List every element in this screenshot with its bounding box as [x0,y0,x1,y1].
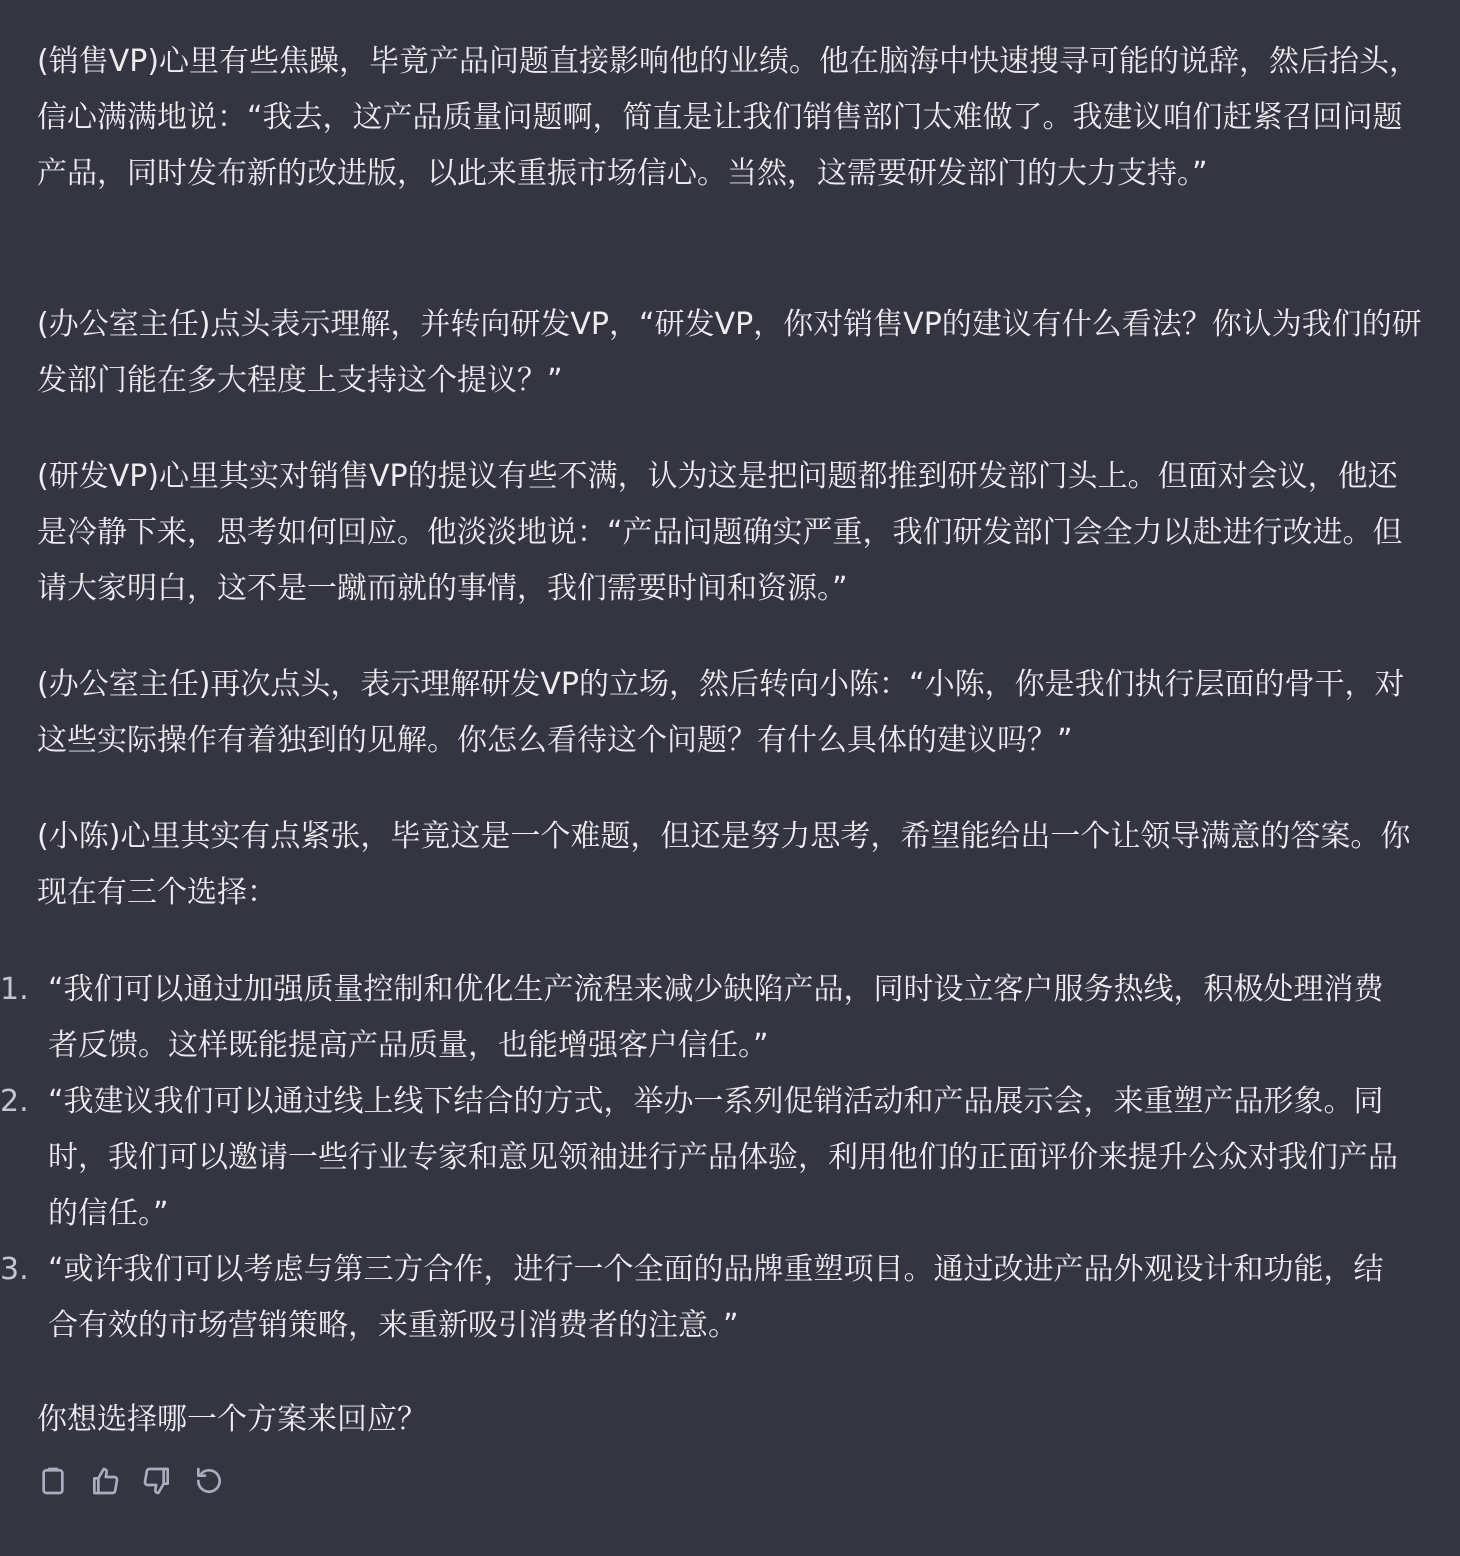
copy-button[interactable] [36,1462,70,1500]
thumbs-up-button[interactable] [88,1462,122,1500]
choice-number: 1. [0,972,29,1007]
thumbs-down-icon [141,1465,173,1497]
regenerate-button[interactable] [192,1462,226,1500]
closing-question: 你想选择哪一个方案来回应？ [37,1402,427,1437]
choice-text: “或许我们可以考虑与第三方合作，进行一个全面的品牌重塑项目。通过改进产品外观设计和功能，结合有效的市场营销策略，来重新吸引消费者的注意。” [48,1252,1384,1343]
choice-text: “我们可以通过加强质量控制和优化生产流程来减少缺陷产品，同时设立客户服务热线，积极处理消费者反馈。这样既能提高产品质量，也能增强客户信任。” [48,972,1384,1063]
choice-item [0,962,1406,1074]
message-paragraph: (研发VP)心里其实对销售VP的提议有些不满，认为这是把问题都推到研发部门头上。但面对会议，他还是冷静下来，思考如何回应。他淡淡地说：“产品问题确实严重，我们研发部门会全力以赴进行改进。但请大家明白，这不是一蹴而就的事情，我们需要时间和资源。” [37,459,1403,606]
clipboard-icon [37,1465,69,1497]
message-paragraph: (销售VP)心里有些焦躁，毕竟产品问题直接影响他的业绩。他在脑海中快速搜寻可能的说辞，然后抬头，信心满满地说：“我去，这产品质量问题啊，简直是让我们销售部门太难做了。我建议咱们赶紧召回问题产品，同时发布新的改进版，以此来重振市场信心。当然，这需要研发部门的大力支持。” [37,44,1420,191]
choice-list [0,962,1460,1354]
message-actions [36,1462,226,1500]
choice-number: 3. [0,1252,29,1287]
thumbs-up-icon [89,1465,121,1497]
choice-number: 2. [0,1084,29,1119]
choice-text: “我建议我们可以通过线上线下结合的方式，举办一系列促销活动和产品展示会，来重塑产品形象。同时，我们可以邀请一些行业专家和意见领袖进行产品体验，利用他们的正面评价来提升公众对我们产品的信任。” [48,1084,1398,1231]
choice-item [0,1074,1406,1242]
choice-item [0,1242,1406,1354]
refresh-icon [193,1465,225,1497]
message-paragraph: (小陈)心里其实有点紧张，毕竟这是一个难题，但还是努力思考，希望能给出一个让领导满意的答案。你现在有三个选择： [37,819,1411,910]
thumbs-down-button[interactable] [140,1462,174,1500]
message-paragraph: (办公室主任)再次点头，表示理解研发VP的立场，然后转向小陈：“小陈，你是我们执行层面的骨干，对这些实际操作有着独到的见解。你怎么看待这个问题？有什么具体的建议吗？” [37,667,1405,758]
message-paragraph: (办公室主任)点头表示理解，并转向研发VP，“研发VP，你对销售VP的建议有什么看法？你认为我们的研发部门能在多大程度上支持这个提议？” [37,307,1422,398]
